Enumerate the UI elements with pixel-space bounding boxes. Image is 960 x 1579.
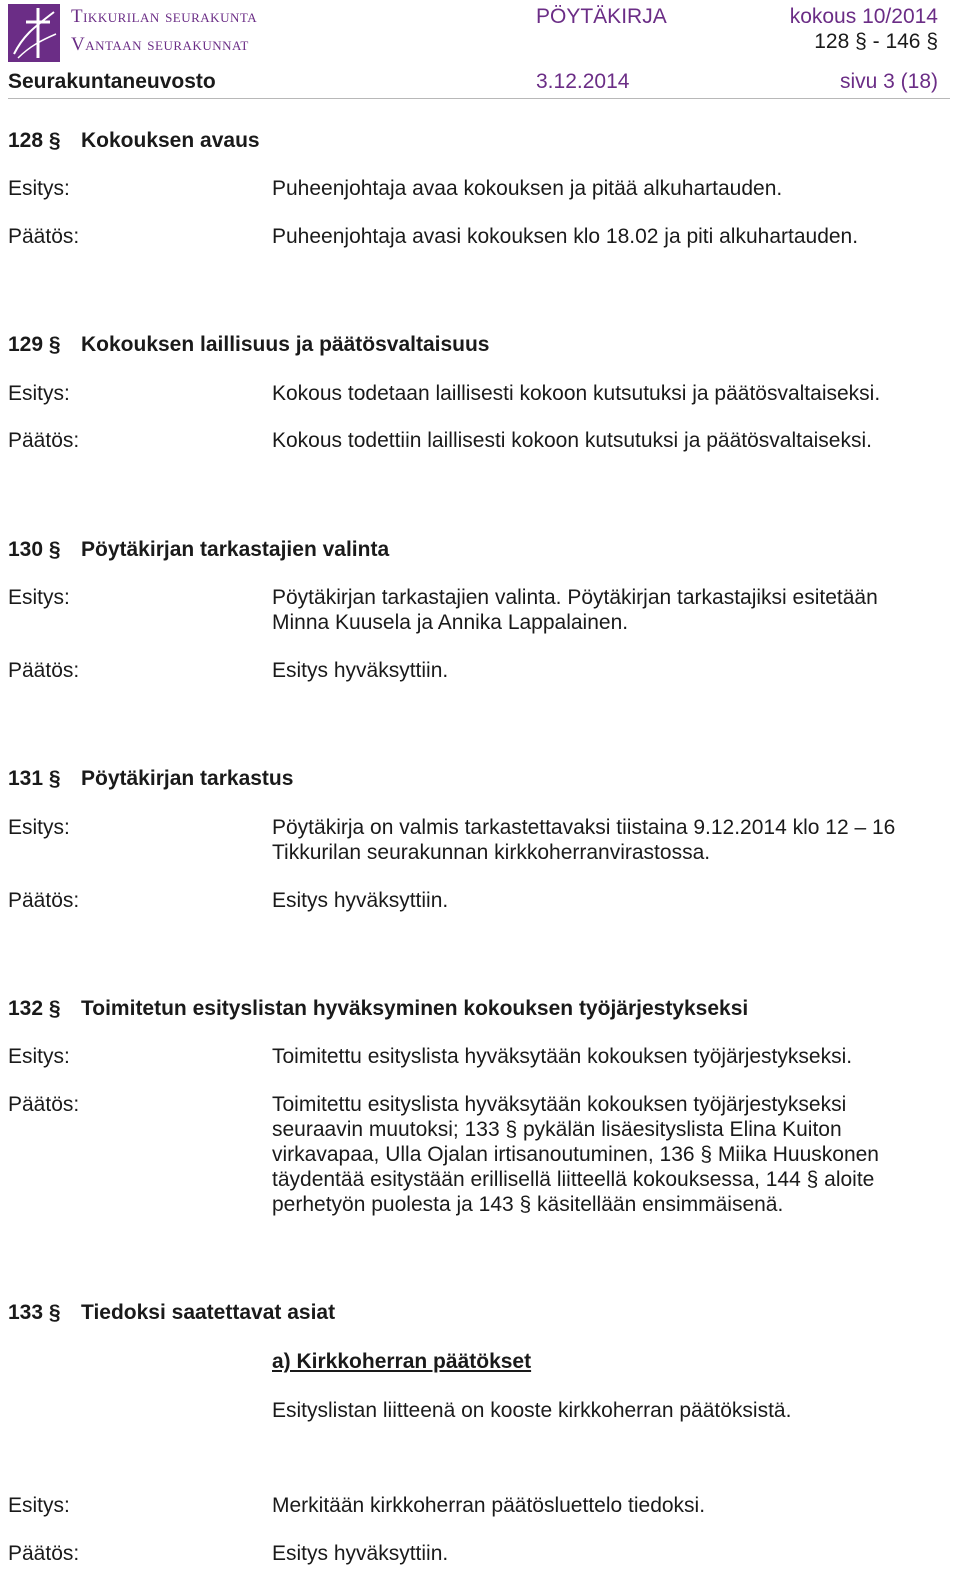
esitys-text: Toimitettu esityslista hyväksytään kokouksen työjärjestykseksi. bbox=[272, 1045, 853, 1068]
section-number: 129 § bbox=[8, 333, 61, 356]
esitys-label: Esitys: bbox=[8, 177, 70, 200]
section-number: 128 § bbox=[8, 129, 61, 152]
paatos-text: Esitys hyväksyttiin. bbox=[272, 659, 449, 682]
subheading: a) Kirkkoherran päätökset bbox=[272, 1350, 532, 1373]
section-range: 128 § - 146 § bbox=[814, 30, 938, 53]
section-title: Kokouksen avaus bbox=[81, 129, 260, 152]
section-title: Pöytäkirjan tarkastajien valinta bbox=[81, 538, 390, 561]
org-name-line2: Vantaan seurakunnat bbox=[71, 34, 249, 55]
esitys-text: Kokous todetaan laillisesti kokoon kutsutuksi ja päätösvaltaiseksi. bbox=[272, 382, 881, 405]
paatos-text: Puheenjohtaja avasi kokouksen klo 18.02 ja piti alkuhartauden. bbox=[272, 225, 859, 248]
paatos-label: Päätös: bbox=[8, 429, 80, 452]
page-number: sivu 3 (18) bbox=[839, 70, 938, 93]
council-name: Seurakuntaneuvosto bbox=[8, 70, 216, 93]
section-title: Kokouksen laillisuus ja päätösvaltaisuus bbox=[81, 333, 490, 356]
esitys-label: Esitys: bbox=[8, 586, 70, 609]
paatos-label: Päätös: bbox=[8, 1542, 80, 1565]
paatos-label: Päätös: bbox=[8, 225, 80, 248]
esitys-text: Puheenjohtaja avaa kokouksen ja pitää alkuhartauden. bbox=[272, 177, 783, 200]
section-number: 130 § bbox=[8, 538, 61, 561]
esitys-label: Esitys: bbox=[8, 382, 70, 405]
paatos-label: Päätös: bbox=[8, 889, 80, 912]
section-title: Pöytäkirjan tarkastus bbox=[81, 767, 294, 790]
esitys-text: Merkitään kirkkoherran päätösluettelo tiedoksi. bbox=[272, 1494, 706, 1517]
meeting-number: kokous 10/2014 bbox=[789, 5, 938, 28]
paatos-text: Kokous todettiin laillisesti kokoon kutsutuksi ja päätösvaltaiseksi. bbox=[272, 429, 872, 452]
esitys-label: Esitys: bbox=[8, 1045, 70, 1068]
church-logo-icon bbox=[8, 4, 60, 62]
meeting-date: 3.12.2014 bbox=[536, 70, 630, 93]
section-number: 132 § bbox=[8, 997, 61, 1020]
section-title: Toimitetun esityslistan hyväksyminen kokouksen työjärjestykseksi bbox=[81, 997, 749, 1020]
header-divider bbox=[8, 98, 950, 99]
esitys-label: Esitys: bbox=[8, 816, 70, 839]
section-number: 133 § bbox=[8, 1301, 61, 1324]
section-title: Tiedoksi saatettavat asiat bbox=[81, 1301, 336, 1324]
esitys-text: Pöytäkirja on valmis tarkastettavaksi tiistaina 9.12.2014 klo 12 – 16 Tikkurilan seurakunnan kirkkoherranvirastossa. bbox=[272, 816, 896, 864]
paatos-text: Toimitettu esityslista hyväksytään kokouksen työjärjestykseksi seuraavin muutoksi; 133 § pykälän lisäesityslista Elina Kuiton virkavapaa, Ulla Ojalan irtisanoutuminen, 136 § Miika Huuskonen täydentää esitystään erillisellä liitteellä kokouksessa, 144 § aloite perhetyön puolesta ja 143 § käsitellään ensimmäisenä. bbox=[272, 1093, 879, 1216]
paatos-text: Esitys hyväksyttiin. bbox=[272, 889, 449, 912]
paatos-label: Päätös: bbox=[8, 659, 80, 682]
esitys-label: Esitys: bbox=[8, 1494, 70, 1517]
esitys-text: Pöytäkirjan tarkastajien valinta. Pöytäkirjan tarkastajiksi esitetään Minna Kuusela ja Annika Lappalainen. bbox=[272, 586, 878, 634]
org-name-line1: Tikkurilan seurakunta bbox=[71, 6, 258, 27]
paatos-text: Esitys hyväksyttiin. bbox=[272, 1542, 449, 1565]
paatos-label: Päätös: bbox=[8, 1093, 80, 1116]
intro-text: Esityslistan liitteenä on kooste kirkkoherran päätöksistä. bbox=[272, 1399, 792, 1422]
doc-type: PÖYTÄKIRJA bbox=[536, 5, 667, 28]
section-number: 131 § bbox=[8, 767, 61, 790]
